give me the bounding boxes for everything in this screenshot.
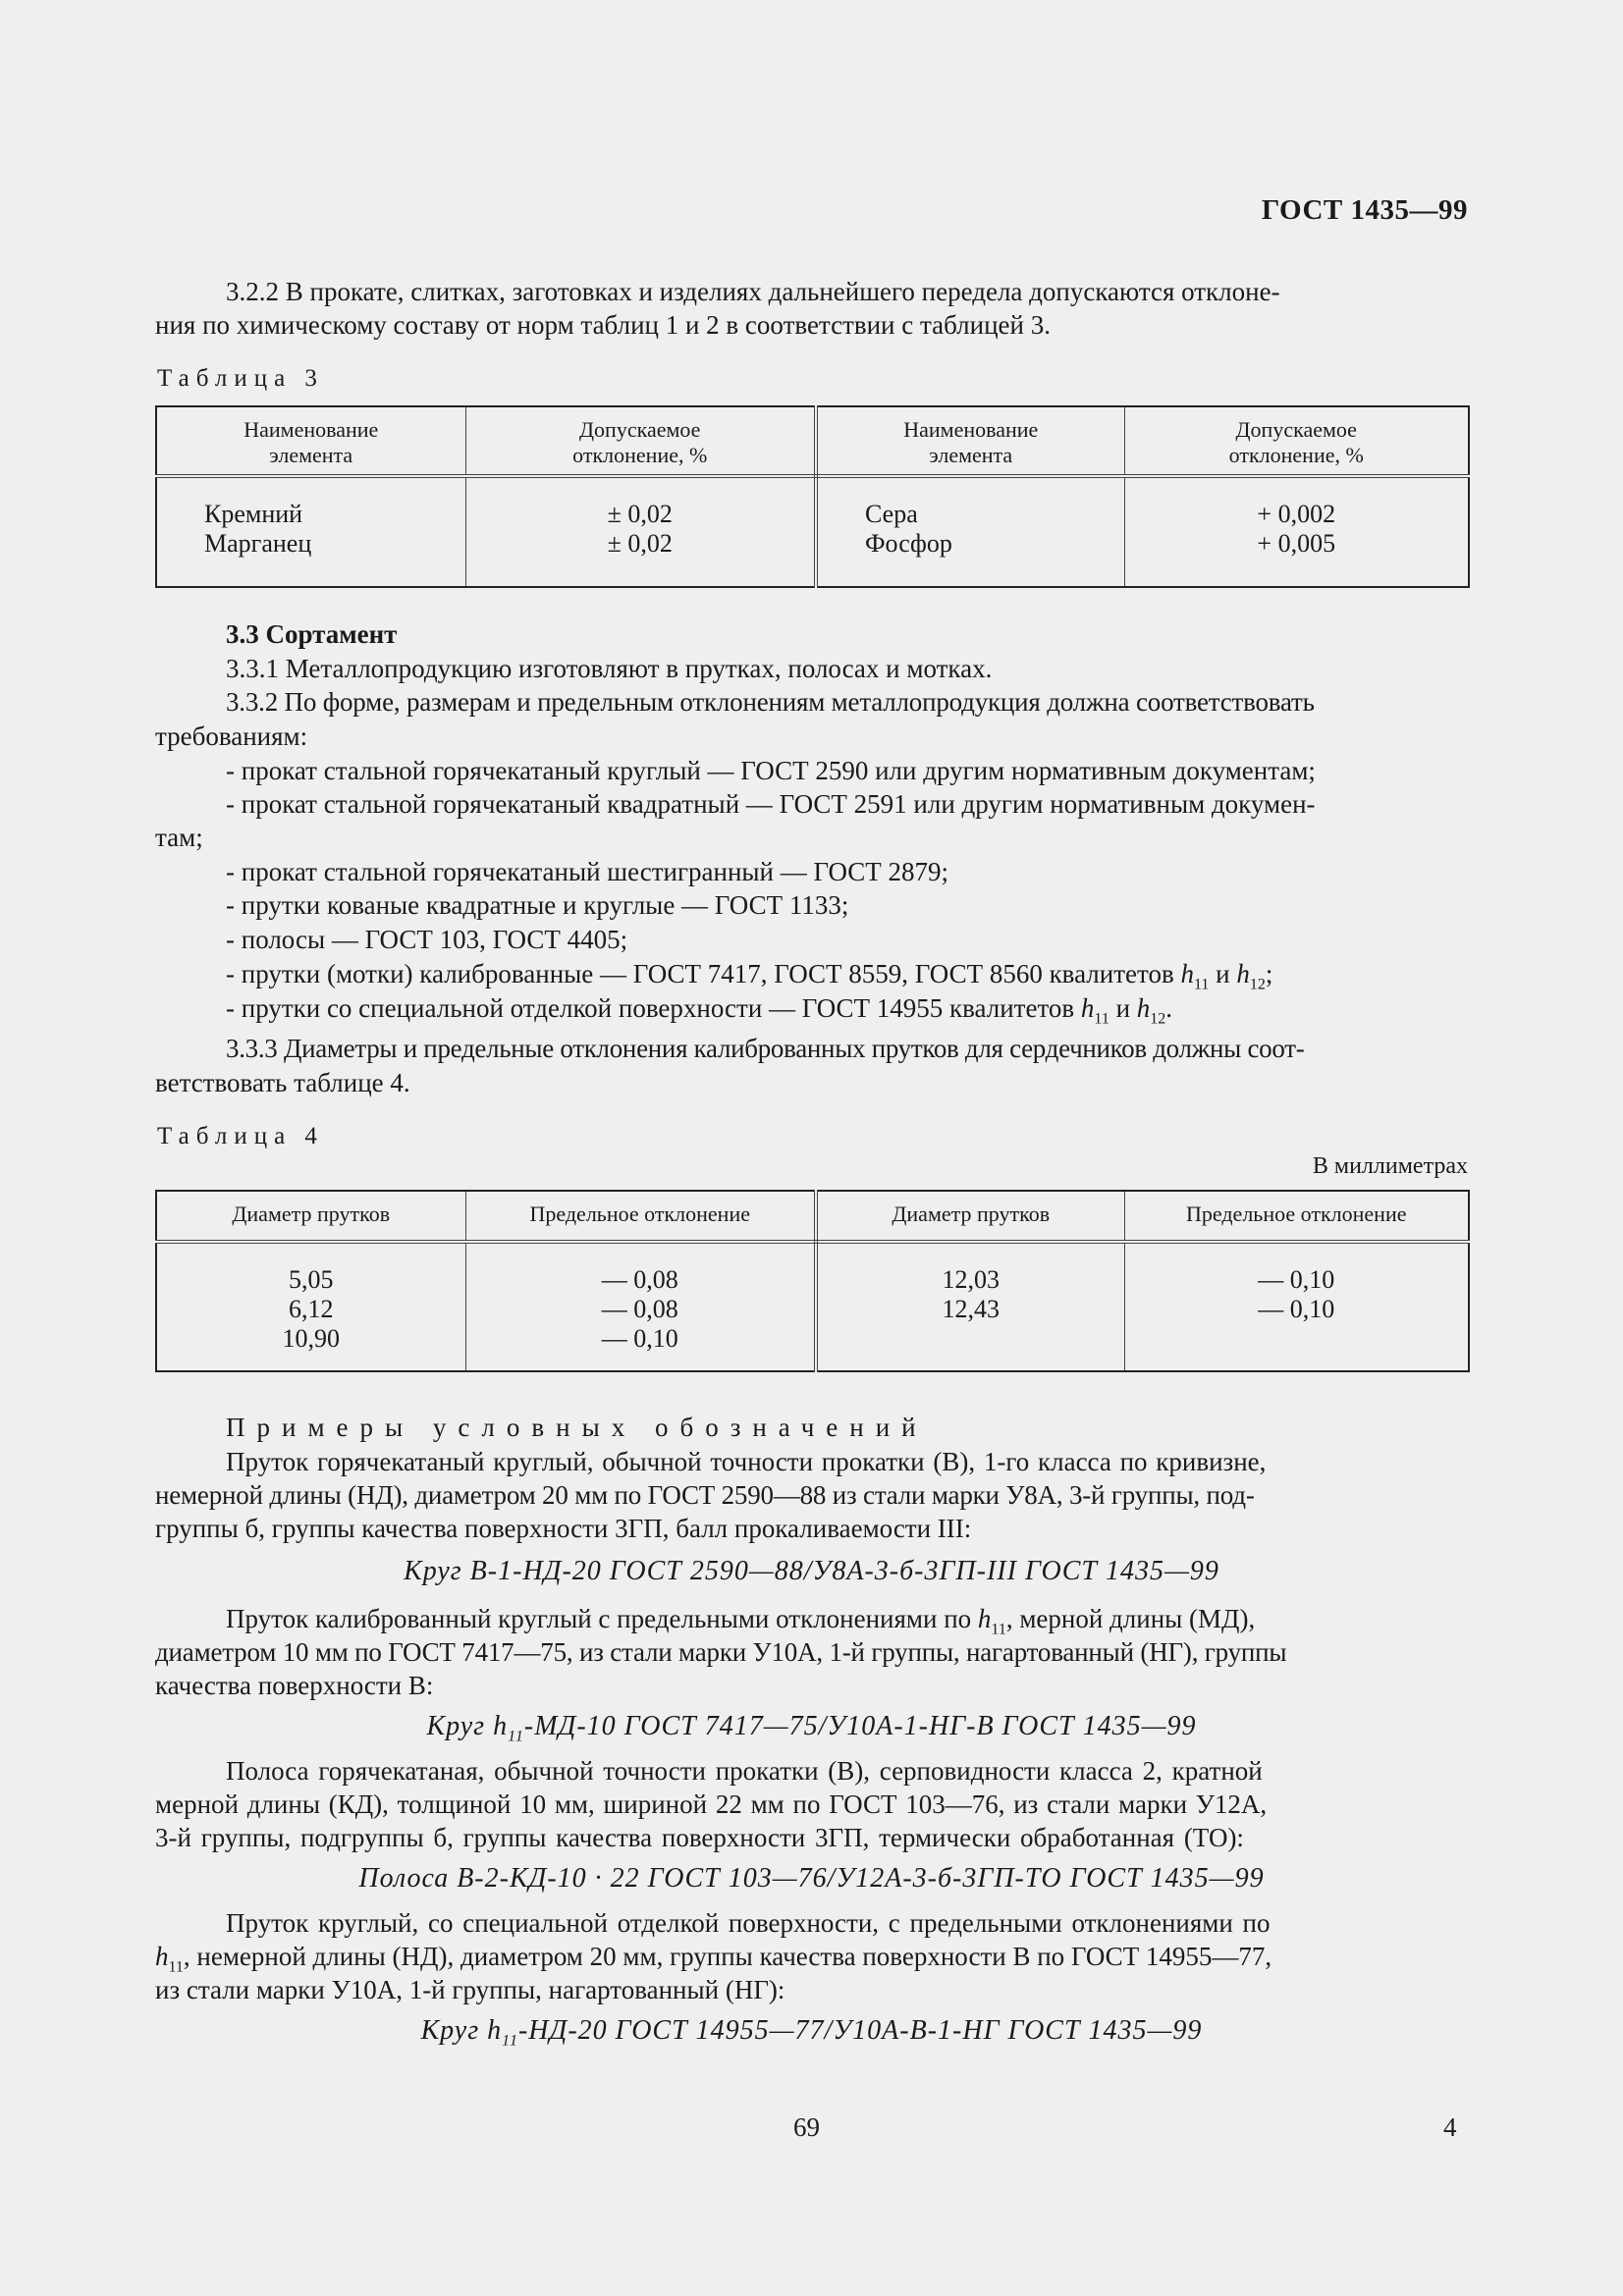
table3-header-deviation-2: Допускаемое отклонение, %	[1124, 406, 1469, 476]
table3-caption: Таблица 3	[157, 365, 324, 392]
list-item: - прутки кованые квадратные и круглые — ГОСТ 1133;	[226, 890, 849, 920]
ex2-designation: Круг $h_{11}-МД-10$ ГОСТ 7417—75/У10А-1-НГ-В ГОСТ 1435—99	[426, 1711, 1197, 1745]
list-item: - полосы — ГОСТ 103, ГОСТ 4405;	[226, 925, 628, 954]
sheet-number: 4	[1443, 2112, 1457, 2142]
ex1-line1: Пруток горячекатаный круглый, обычной точности прокатки (В), 1-го класса по кривизне,	[226, 1447, 1267, 1476]
table4-cell: — 0,10 — 0,10	[1258, 1265, 1335, 1323]
table4	[155, 1190, 1470, 1372]
list-item: - прокат стальной горячекатаный круглый — ГОСТ 2590 или другим нормативным документам;	[226, 756, 1316, 785]
table4-units: В миллиметрах	[1312, 1153, 1468, 1179]
table3-header-deviation: Допускаемое отклонение, %	[465, 406, 816, 476]
table3-header-element-2: Наименование элемента	[816, 406, 1124, 476]
table3-header-element: Наименование элемента	[156, 406, 465, 476]
ex2-line3: качества поверхности В:	[155, 1671, 434, 1700]
ex2-line2: диаметром 10 мм по ГОСТ 7417—75, из стали марки У10А, 1-й группы, нагартованный (НГ), группы	[155, 1637, 1287, 1667]
list-item-cont: там;	[155, 823, 203, 852]
p333-line1: 3.3.3 Диаметры и предельные отклонения калиброванных прутков для сердечников должны соот-	[226, 1034, 1305, 1063]
p333-line2: ветствовать таблице 4.	[155, 1068, 410, 1097]
table4-cell: — 0,08 — 0,08 — 0,10	[465, 1242, 816, 1371]
table4-cell: 12,03 12,43	[816, 1242, 1124, 1371]
ex4-designation: Круг $h_{11}-НД-20$ ГОСТ 14955—77/У10А-В-1-НГ ГОСТ 1435—99	[420, 2015, 1203, 2050]
p332-line2: требованиям:	[155, 721, 308, 751]
table4-cell: 5,05 6,12 10,90	[156, 1242, 465, 1371]
ex1-line3: группы б, группы качества поверхности 3ГП, балл прокаливаемости III:	[155, 1514, 972, 1543]
ex3-line3: 3-й группы, подгруппы б, группы качества поверхности 3ГП, термически обработанная (ТО):	[155, 1823, 1244, 1852]
table3-cell: Сера Фосфор	[816, 476, 1124, 587]
table3	[155, 405, 1470, 588]
page-number: 69	[793, 2112, 820, 2142]
table4-header-deviation: Предельное отклонение	[465, 1191, 816, 1242]
ex4-line3: из стали марки У10А, 1-й группы, нагартованный (НГ):	[155, 1975, 785, 2004]
table3-cell: ± 0,02 ± 0,02	[465, 476, 816, 587]
list-item: - прокат стальной горячекатаный квадратный — ГОСТ 2591 или другим нормативным докумен-	[226, 789, 1316, 819]
list-item: - прутки со специальной отделкой поверхности — ГОСТ 14955 квалитетов $h_{11}$ и $h_{12}$.	[226, 993, 1173, 1028]
p322-line2: ния по химическому составу от норм таблиц 1 и 2 в соответствии с таблицей 3.	[155, 310, 1051, 340]
ex3-line2: мерной длины (КД), толщиной 10 мм, шириной 22 мм по ГОСТ 103—76, из стали марки У12А,	[155, 1789, 1268, 1819]
p332-line1: 3.3.2 По форме, размерам и предельным отклонениям металлопродукция должна соответствовать	[226, 687, 1315, 717]
p331: 3.3.1 Металлопродукцию изготовляют в прутках, полосах и мотках.	[226, 654, 993, 683]
document-header: ГОСТ 1435—99	[1261, 194, 1468, 226]
examples-title: Примеры условных обозначений	[226, 1413, 928, 1442]
ex1-line2: немерной длины (НД), диаметром 20 мм по ГОСТ 2590—88 из стали марки У8А, 3-й группы, под-	[155, 1480, 1255, 1510]
list-item: - прутки (мотки) калиброванные — ГОСТ 7417, ГОСТ 8559, ГОСТ 8560 квалитетов $h_{11}$ и $h_{12}$;	[226, 959, 1273, 993]
table4-header-diameter-2: Диаметр прутков	[816, 1191, 1124, 1242]
ex1-designation: Круг В-1-НД-20 ГОСТ 2590—88/У8А-3-б-3ГП-III ГОСТ 1435—99	[404, 1556, 1219, 1586]
ex3-line1: Полоса горячекатаная, обычной точности прокатки (В), серповидности класса 2, кратной	[226, 1756, 1263, 1786]
p322-line1: 3.2.2 В прокате, слитках, заготовках и изделиях дальнейшего передела допускаются отклоне-	[226, 277, 1280, 306]
ex4-line2: $h_{11}$, немерной длины (НД), диаметром 20 мм, группы качества поверхности В по ГОСТ 14955—77,	[155, 1942, 1272, 1976]
table4-header-deviation-2: Предельное отклонение	[1124, 1191, 1469, 1242]
table4-header-diameter: Диаметр прутков	[156, 1191, 465, 1242]
ex4-line1: Пруток круглый, со специальной отделкой поверхности, с предельными отклонениями по	[226, 1908, 1271, 1938]
table3-cell: Кремний Марганец	[156, 476, 465, 587]
ex3-designation: Полоса В-2-КД-10 · 22 ГОСТ 103—76/У12А-3-б-3ГП-ТО ГОСТ 1435—99	[358, 1863, 1265, 1894]
list-item: - прокат стальной горячекатаный шестигранный — ГОСТ 2879;	[226, 857, 949, 886]
table3-cell: + 0,002 + 0,005	[1257, 500, 1336, 558]
ex2-line1: Пруток калиброванный круглый с предельными отклонениями по $h_{11}$, мерной длины (МД),	[226, 1604, 1256, 1638]
section-title: 3.3 Сортамент	[226, 619, 398, 649]
table4-caption: Таблица 4	[157, 1123, 324, 1149]
